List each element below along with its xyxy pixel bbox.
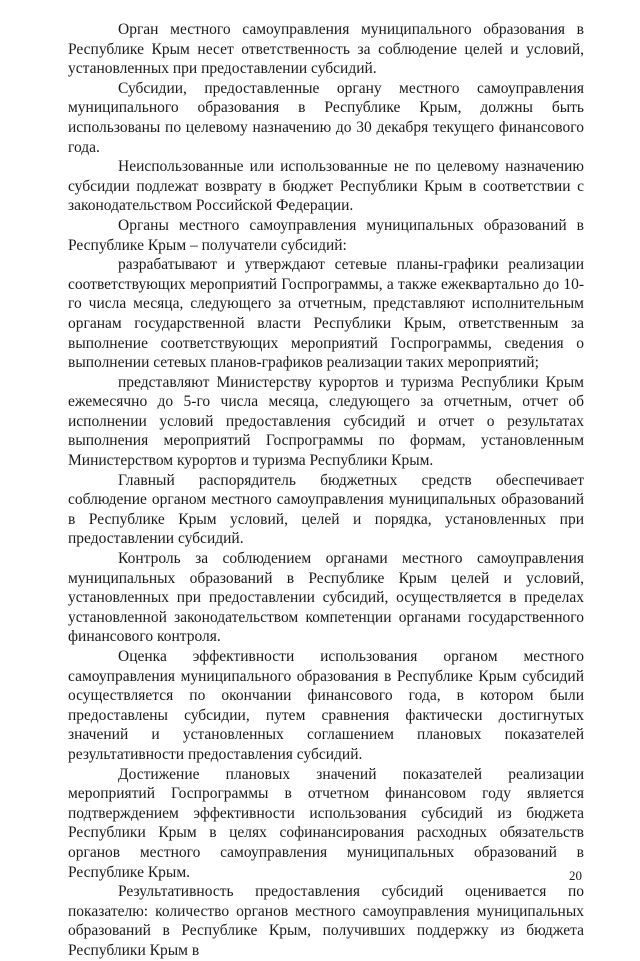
paragraph: Субсидии, предоставленные органу местного самоуправления муниципального образования в Республике Крым, должны быть использованы по целевому назначению до 30 декабря текущего финансового года.	[68, 79, 584, 156]
paragraph: Орган местного самоуправления муниципального образования в Республике Крым несет ответственность за соблюдение целей и условий, установленных при предоставлении субсидий.	[68, 21, 584, 78]
paragraph: Неиспользованные или использованные не по целевому назначению субсидии подлежат возврату в бюджет Республики Крым в соответствии с законодательством Российской Федерации.	[68, 158, 584, 215]
paragraph: Достижение плановых значений показателей реализации мероприятий Госпрограммы в отчетном финансовом году является подтверждением эффективности использования субсидий из бюджета Республики Крым в целях софинансирования расходных обязательств органов местного самоуправления муниципальных образований в Республике Крым.	[68, 765, 584, 881]
paragraph: представляют Министерству курортов и туризма Республики Крым ежемесячно до 5-го числа месяца, следующего за отчетным, отчет об исполнении условий предоставления субсидий и отчет о результатах выполнения мероприятий Госпрограммы по формам, установленным Министерством курортов и туризма Республики Крым.	[68, 373, 584, 470]
paragraph: Главный распорядитель бюджетных средств обеспечивает соблюдение органом местного самоуправления муниципальных образований в Республике Крым условий, целей и порядка, установленных при предоставлении субсидий.	[68, 471, 584, 548]
paragraph: Оценка эффективности использования органом местного самоуправления муниципального образования в Республике Крым субсидий осуществляется по окончании финансового года, в котором были предоставлены субсидии, путем сравнения фактически достигнутых значений и установленных соглашением плановых показателей результативности предоставления субсидий.	[68, 648, 584, 763]
paragraph: Контроль за соблюдением органами местного самоуправления муниципальных образований в Республике Крым целей и условий, установленных при предоставлении субсидий, осуществляется в пределах установленной законодательством компетенции органами государственного финансового контроля.	[68, 550, 584, 646]
paragraph: Органы местного самоуправления муниципальных образований в Республике Крым – получатели субсидий:	[68, 216, 584, 254]
paragraph: разрабатывают и утверждают сетевые планы-графики реализации соответствующих мероприятий Госпрограммы, а также ежеквартально до 10-го числа месяца, следующего за отчетным, представляют исполнительным органам государственной власти Республики Крым, ответственным за выполнение соответствующих мероприятий Госпрограммы, сведения о выполнении сетевых планов-графиков реализации таких мероприятий;	[68, 256, 584, 372]
page-number: 20	[569, 868, 582, 883]
paragraph: Результативность предоставления субсидий оценивается по показателю: количество органов местного самоуправления муниципальных образований в Республике Крым, получивших поддержку из бюджета Республики Крым в	[68, 883, 584, 959]
document-body	[68, 20, 584, 961]
